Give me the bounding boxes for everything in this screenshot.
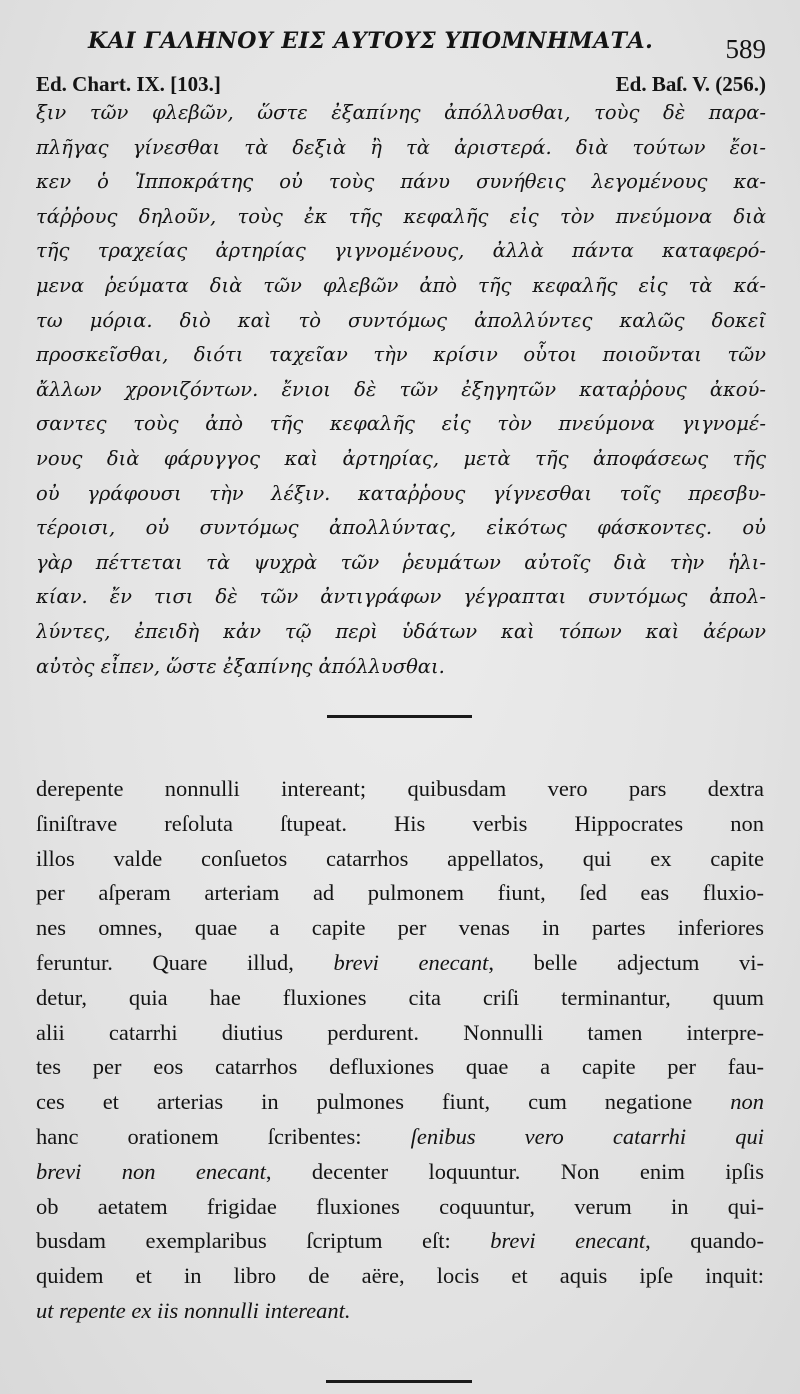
- greek-text-line: τῆς τραχείας ἀρτηρίας γιγνομένους, ἀλλὰ πάντα καταφερό-: [36, 239, 766, 263]
- text-segment: , decenter loquuntur. Non enim ipſis: [265, 1158, 764, 1184]
- latin-text-line: [36, 1294, 764, 1329]
- footer-divider: [326, 1380, 472, 1383]
- text-segment: , belle adjectum vi-: [488, 949, 764, 975]
- latin-text-line: [36, 772, 764, 807]
- text-segment: alii catarrhi diutius perdurent. Nonnulli tamen interpre-: [36, 1019, 764, 1045]
- latin-translation-block: [36, 772, 764, 1329]
- greek-text-line: τω μόρια. διὸ καὶ τὸ συντόμως ἀπολλύντες καλῶς δοκεῖ: [36, 308, 766, 332]
- text-segment: busdam exemplaribus ſcriptum eſt:: [36, 1228, 491, 1254]
- page-number: 589: [725, 34, 766, 64]
- latin-text-line: [36, 1050, 764, 1085]
- latin-text-line: [36, 1190, 764, 1225]
- latin-text-line: [36, 807, 764, 842]
- text-segment: nes omnes, quae a capite per venas in partes inferiores: [36, 915, 764, 941]
- greek-text-line: σαντες τοὺς ἀπὸ τῆς κεφαλῆς εἰς τὸν πνεύμονα γιγνομέ-: [36, 412, 766, 436]
- greek-text-line: κίαν. ἔν τισι δὲ τῶν ἀντιγράφων γέγραπται συντόμως ἀπολ-: [36, 585, 766, 609]
- greek-text-line: τάῤῥους δηλοῦν, τοὺς ἐκ τῆς κεφαλῆς εἰς τὸν πνεύμονα διὰ: [36, 204, 766, 228]
- greek-text-line: μενα ῥεύματα διὰ τῶν φλεβῶν ἀπὸ τῆς κεφαλῆς εἰς τὰ κά-: [36, 273, 766, 297]
- greek-text-line: νους διὰ φάρυγγος καὶ ἀρτηρίας, μετὰ τῆς ἀποφάσεως τῆς: [36, 446, 766, 470]
- latin-text-line: [36, 876, 764, 911]
- latin-text-line: [36, 1120, 764, 1155]
- latin-text-line: [36, 1085, 764, 1120]
- text-segment: , quando-: [645, 1228, 764, 1254]
- greek-text-line: τέροισι, οὐ συντόμως ἀπολλύντας, εἰκότως φάσκοντες. οὐ: [36, 516, 766, 540]
- latin-text-line: [36, 981, 764, 1016]
- text-segment: illos valde conſuetos catarrhos appellatos, qui ex capite: [36, 845, 764, 871]
- edition-basel-reference: Ed. Baſ. V. (256.): [615, 72, 766, 96]
- text-segment: tes per eos catarrhos defluxiones quae a capite per fau-: [36, 1054, 764, 1080]
- latin-text-line: [36, 1016, 764, 1051]
- latin-text-line: [36, 946, 764, 981]
- edition-chart-reference: Ed. Chart. IX. [103.]: [36, 72, 221, 96]
- section-divider: [327, 715, 472, 718]
- latin-text-line: [36, 842, 764, 877]
- edition-references: [36, 72, 766, 96]
- text-segment: quidem et in libro de aëre, locis et aquis ipſe inquit:: [36, 1263, 764, 1289]
- italic-segment: non: [730, 1089, 764, 1115]
- text-segment: ſiniſtrave reſoluta ſtupeat. His verbis Hippocrates non: [36, 810, 764, 836]
- text-segment: detur, quia hae fluxiones cita criſi terminantur, quum: [36, 984, 764, 1010]
- greek-text-line: αὐτὸς εἶπεν, ὥστε ἐξαπίνης ἀπόλλυσθαι.: [36, 654, 445, 678]
- text-segment: ob aetatem frigidae fluxiones coquuntur, verum in qui-: [36, 1193, 764, 1219]
- greek-text-line: λύντες, ἐπειδὴ κἀν τῷ περὶ ὑδάτων καὶ τόπων καὶ ἀέρων: [36, 619, 766, 643]
- text-segment: feruntur. Quare illud,: [36, 949, 334, 975]
- latin-text-line: [36, 1224, 764, 1259]
- italic-segment: brevi enecant: [333, 949, 489, 975]
- greek-text-block: [36, 96, 766, 684]
- text-segment: derepente nonnulli intereant; quibusdam vero pars dextra: [36, 776, 764, 801]
- latin-text-line: [36, 911, 764, 946]
- greek-text-line: ἄλλων χρονιζόντων. ἔνιοι δὲ τῶν ἐξηγητῶν καταῤῥους ἀκού-: [36, 377, 766, 401]
- latin-text-line: [36, 1259, 764, 1294]
- italic-segment: brevi non enecant: [36, 1158, 266, 1184]
- greek-text-line: κεν ὁ Ἱπποκράτης οὐ τοὺς πάνυ συνήθεις λεγομένους κα-: [36, 170, 766, 194]
- text-segment: hanc orationem ſcribentes:: [36, 1123, 411, 1149]
- text-segment: per aſperam arteriam ad pulmonem fiunt, ſed eas fluxio-: [36, 880, 764, 906]
- latin-text-line: [36, 1155, 764, 1190]
- greek-text-line: ξιν τῶν φλεβῶν, ὥστε ἐξαπίνης ἀπόλλυσθαι, τοὺς δὲ παρα-: [36, 101, 766, 124]
- text-segment: ces et arterias in pulmones fiunt, cum negatione: [36, 1089, 731, 1115]
- italic-segment: ut repente ex iis nonnulli intereant.: [36, 1297, 351, 1323]
- italic-segment: brevi enecant: [490, 1228, 646, 1254]
- italic-segment: ſenibus vero catarrhi qui: [410, 1123, 764, 1149]
- running-title: ΚΑΙ ΓΑΛΗΝΟΥ ΕΙΣ ΑΥΤΟΥΣ ΥΠΟΜΝΗΜΑΤΑ.: [88, 28, 654, 54]
- greek-text-line: οὐ γράφουσι τὴν λέξιν. καταῤῥους γίγνεσθαι τοῖς πρεσβυ-: [36, 481, 766, 505]
- greek-text-line: γὰρ πέττεται τὰ ψυχρὰ τῶν ῥευμάτων αὐτοῖς διὰ τὴν ἡλι-: [36, 550, 766, 574]
- greek-text-line: πλῆγας γίνεσθαι τὰ δεξιὰ ἢ τὰ ἀριστερά. διὰ τούτων ἔοι-: [36, 135, 766, 159]
- greek-text-line: προσκεῖσθαι, διότι ταχεῖαν τὴν κρίσιν οὗτοι ποιοῦνται τῶν: [36, 343, 766, 367]
